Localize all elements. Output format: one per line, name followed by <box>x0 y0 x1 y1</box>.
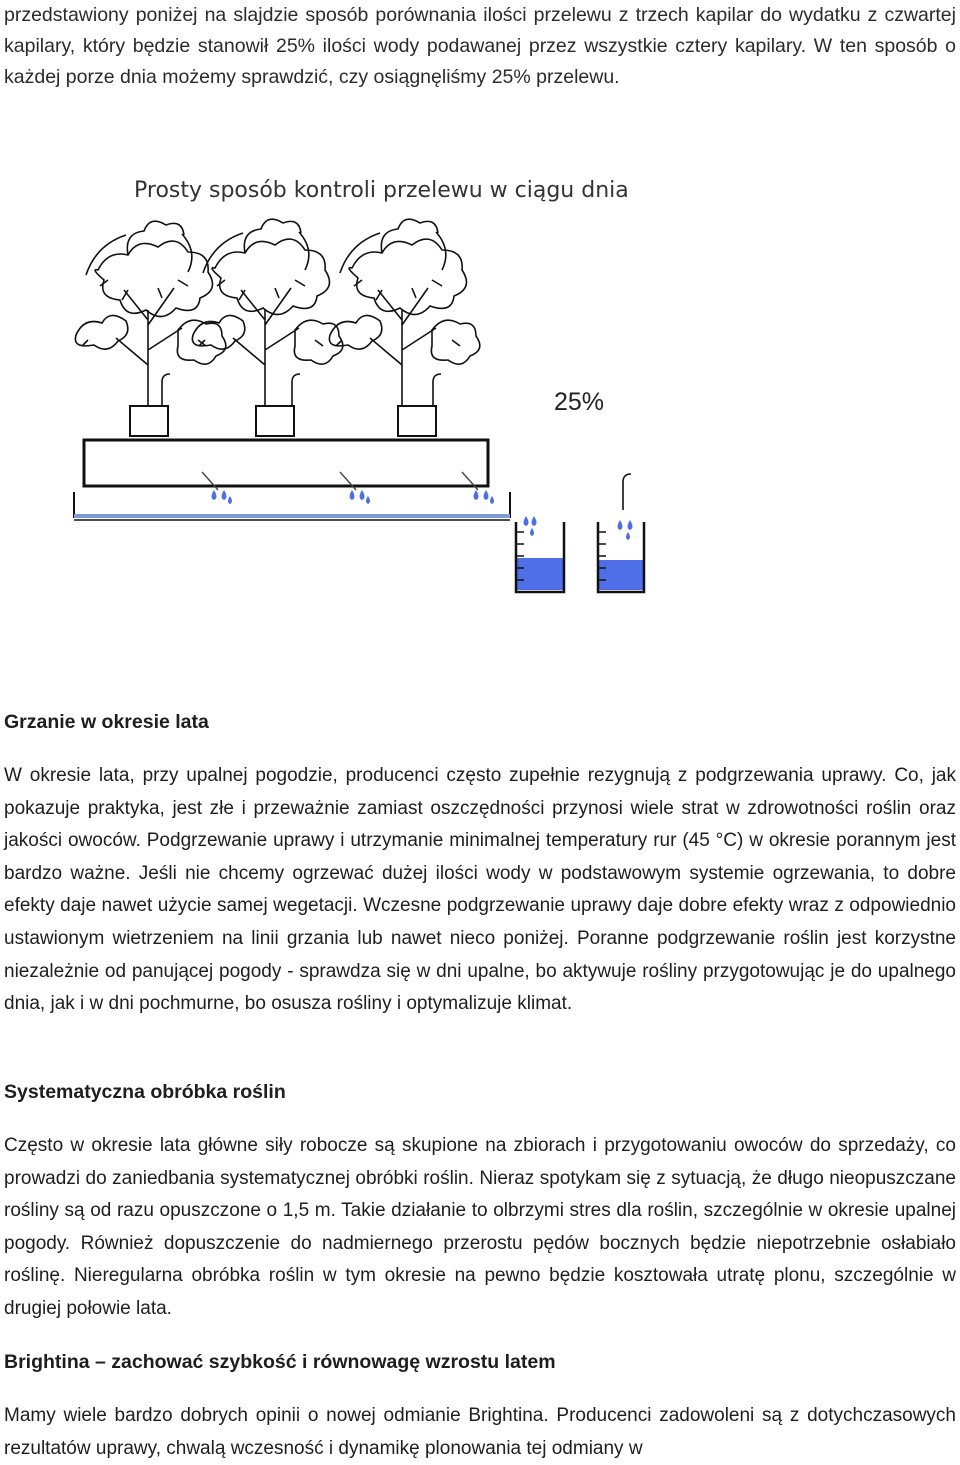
section-heading: Grzanie w okresie lata <box>4 711 209 733</box>
section-body: Często w okresie lata główne siły robocze są skupione na zbiorach i przygotowaniu owoców do sprzedaży, co prowadzi do zaniedbania systematycznej obróbki roślin. Nieraz spotykam się z sytuacją, że długo nieopuszczane rośliny są od razu opuszczone o 1,5 m. Takie działanie to olbrzymi stres dla roślin, szczególnie w okresie upalnej pogody. Również dopuszczenie do nadmiernego przerostu pędów bocznych będzie niepotrzebnie osłabiało roślinę. Nieregularna obróbka roślin w tym okresie na pewno będzie kosztowała utratę plonu, szczególnie w drugiej połowie lata. <box>4 1135 956 1319</box>
plant-icon <box>75 219 479 405</box>
section-heading: Brightina – zachować szybkość i równowagę wzrostu latem <box>4 1351 556 1373</box>
intro-text: przedstawiony poniżej na slajdzie sposób porównania ilości przelewu z trzech kapilar do wydatku z czwartej kapilary, który będzie stanowił 25% ilości wody podawanej przez wszystkie cztery kapilary. W ten sposób o każdej porze dnia możemy sprawdzić, czy osiągnęliśmy 25% przelewu. <box>4 4 956 88</box>
overflow-control-figure <box>40 160 680 610</box>
figure-title: Prosty sposób kontroli przelewu w ciągu dnia <box>134 178 629 203</box>
growing-slab <box>84 440 488 486</box>
section-body: Mamy wiele bardzo dobrych opinii o nowej odmianie Brightina. Producenci zadowoleni są z dotychczasowych rezultatów uprawy, chwalą wczesność i dynamikę plonowania tej odmiany w <box>4 1405 956 1459</box>
section-body: W okresie lata, przy upalnej pogodzie, producenci często zupełnie rezygnują z podgrzewania uprawy. Co, jak pokazuje praktyka, jest złe i przeważnie zamiast oszczędności przynosi wiele strat w zdrowotności roślin oraz jakości owoców. Podgrzewanie uprawy i utrzymanie minimalnej temperatury rur (45 °C) w okresie porannym jest bardzo ważne. Jeśli nie chcemy ogrzewać dużej ilości wody w podstawowym systemie ogrzewania, to dobre efekty daje nawet użycie samej wegetacji. Wczesne podgrzewanie uprawy daje dobre efekty wraz z odpowiednio ustawionym wietrzeniem na linii grzania lub nawet nieco poniżej. Poranne podgrzewanie roślin jest korzystne niezależnie od panującej pogody - sprawdza się w dni upalne, bo aktywuje rośliny przygotowując je do upalnego dnia, jak i w dni pochmurne, bo osusza rośliny i optymalizuje klimat. <box>4 765 956 1015</box>
irrigation-drawing <box>40 160 680 610</box>
section-summer-heating <box>4 706 956 1021</box>
section-plant-care <box>4 1076 956 1326</box>
pot-icon <box>130 406 436 436</box>
gutter-channel <box>74 492 510 520</box>
section-heading: Systematyczna obróbka roślin <box>4 1081 286 1103</box>
intro-paragraph <box>4 0 956 93</box>
percent-label: 25% <box>554 388 605 416</box>
section-brightina <box>4 1346 956 1465</box>
beaker-icon <box>516 522 644 592</box>
